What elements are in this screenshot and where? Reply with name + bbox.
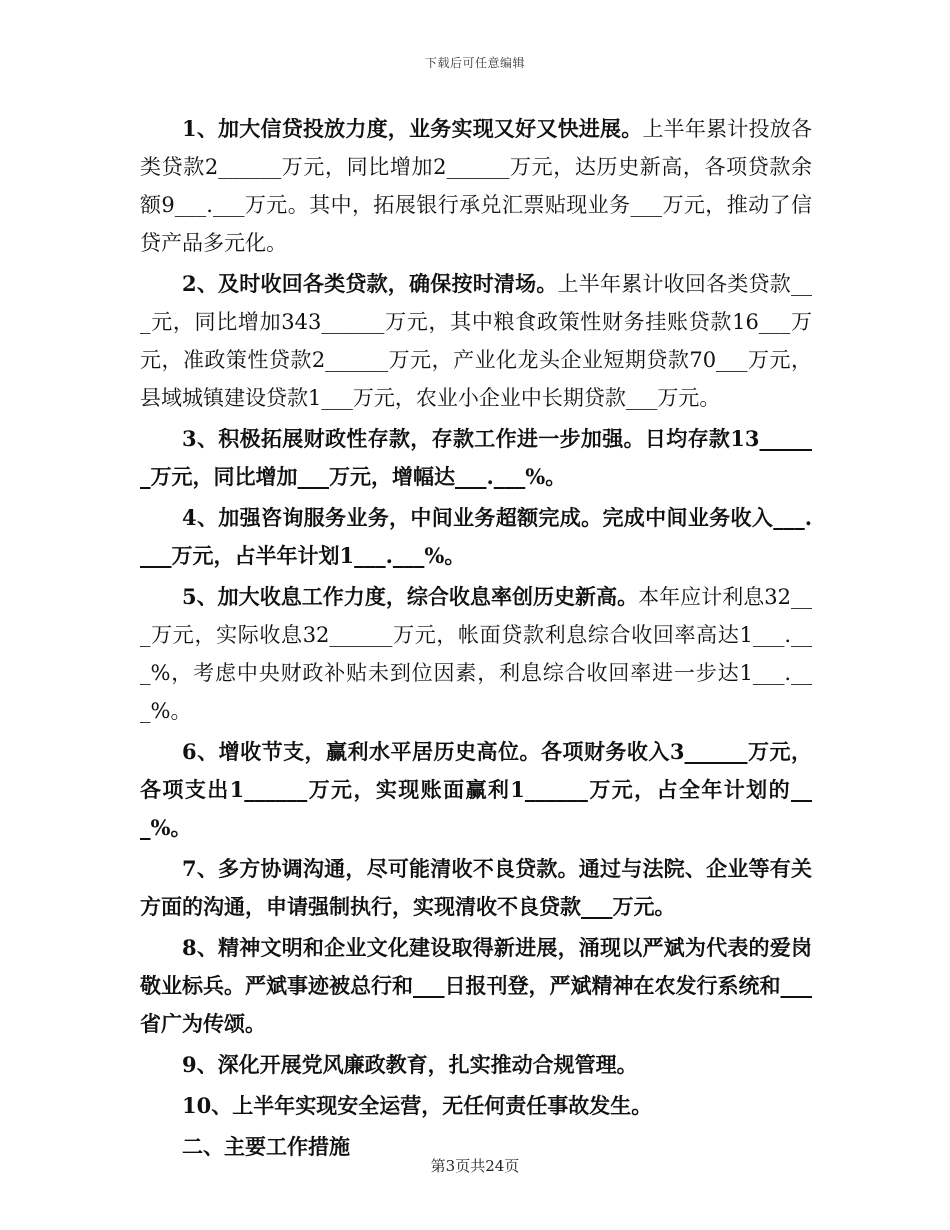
paragraph-3-lead: 3、积极拓展财政性存款，存款工作进一步加强。日均存款13______万元，同比增加___万元，增幅达___.___%。 [140, 426, 812, 489]
paragraph-2 [140, 265, 812, 417]
paragraph-2-body: 上半年累计收回各类贷款___元，同比增加343______万元，其中粮食政策性财务挂账贷款16___万元，准政策性贷款2______万元，产业化龙头企业短期贷款70___万元，县域城镇建设贷款1___万元，农业小企业中长期贷款___万元。 [140, 272, 812, 410]
paragraph-7-lead: 7、多方协调沟通，尽可能清收不良贷款。通过与法院、企业等有关方面的沟通，申请强制执行，实现清收不良贷款___万元。 [140, 856, 812, 919]
paragraph-3 [140, 420, 812, 496]
paragraph-8-lead: 8、精神文明和企业文化建设取得新进展，涌现以严斌为代表的爱岗敬业标兵。严斌事迹被总行和___日报刊登，严斌精神在农发行系统和___省广为传颂。 [140, 935, 812, 1036]
paragraph-1-body: 上半年累计投放各类贷款2______万元，同比增加2______万元，达历史新高，各项贷款余额9___.___万元。其中，拓展银行承兑汇票贴现业务___万元，推动了信贷产品多元化。 [140, 117, 812, 255]
paragraph-6-lead: 6、增收节支，赢利水平居历史高位。各项财务收入3______万元，各项支出1______万元，实现账面赢利1______万元，占全年计划的___%。 [140, 739, 812, 840]
paragraph-5-body: 本年应计利息32___万元，实际收息32______万元，帐面贷款利息综合收回率高达1___.___%，考虑中央财政补贴未到位因素，利息综合收回率进一步达1___.___%。 [140, 585, 812, 723]
paragraph-2-lead: 2、及时收回各类贷款，确保按时清场。 [182, 271, 558, 296]
paragraph-5-lead: 5、加大收息工作力度，综合收息率创历史新高。 [182, 584, 639, 609]
paragraph-5 [140, 578, 812, 730]
page-footer: 第3页共24页 [430, 1157, 520, 1175]
document-body [140, 110, 812, 1166]
paragraph-8 [140, 929, 812, 1043]
section-heading-text: 二、主要工作措施 [182, 1134, 350, 1159]
paragraph-10 [140, 1087, 812, 1125]
paragraph-6 [140, 733, 812, 847]
paragraph-4 [140, 499, 812, 575]
paragraph-1 [140, 110, 812, 262]
paragraph-9 [140, 1046, 812, 1084]
paragraph-10-lead: 10、上半年实现安全运营，无任何责任事故发生。 [182, 1093, 653, 1118]
paragraph-7 [140, 850, 812, 926]
page-header: 下载后可任意编辑 [424, 56, 525, 70]
paragraph-4-lead: 4、加强咨询服务业务，中间业务超额完成。完成中间业务收入___.___万元，占半年计划1___.___%。 [140, 505, 812, 568]
paragraph-1-lead: 1、加大信贷投放力度，业务实现又好又快进展。 [182, 116, 643, 141]
paragraph-9-lead: 9、深化开展党风廉政教育，扎实推动合规管理。 [182, 1052, 638, 1077]
